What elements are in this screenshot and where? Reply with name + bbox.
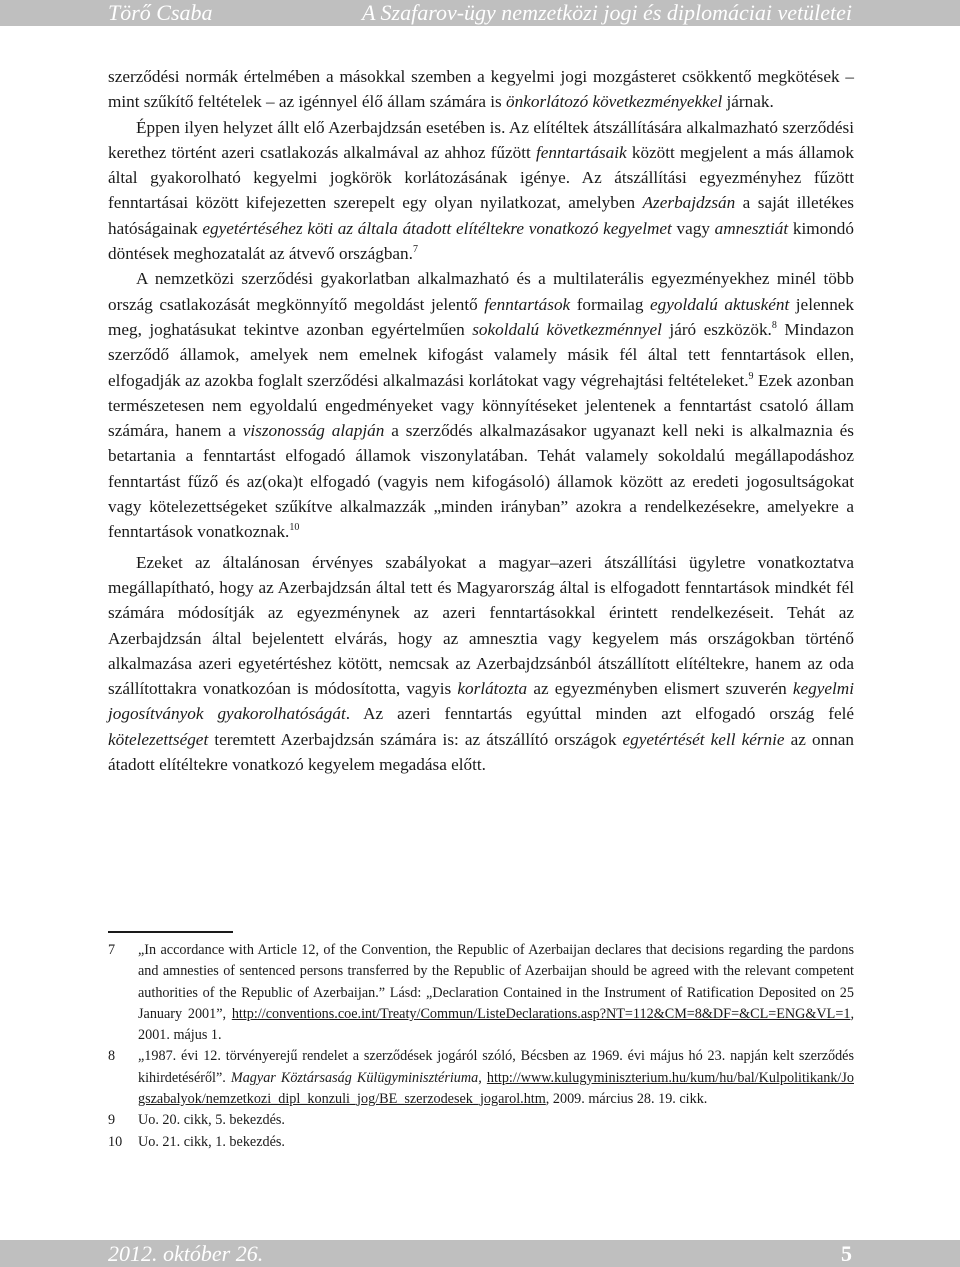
text-run: szerződési normák értelmében a másokkal szemben a kegyelmi jogi mozgásteret csökkentő megkötések – mint szűkítő feltételek – az igénnyel élő állam számára is [108,67,854,112]
text-run: járó eszközök. [661,319,772,339]
italic-run: kötelezettséget [108,729,209,749]
footnote-text [138,1046,854,1110]
italic-run: sokoldalú következménnyel [472,319,662,339]
italic-run: fenntartásaik [535,142,627,162]
text-run: az egyezményben elismert szuverén [527,679,793,699]
text-run: Mindazon szerződő államok, amelyek nem emelnek kifogást valamely másik fél által tett fenntartások ellen, elfogadják az azokba foglalt szerződési alkalmazási korlátokat vagy végrehajtási feltételeket. [108,319,855,390]
text-run: formailag [570,294,651,314]
footnote-number: 10 [108,1133,123,1150]
page-number: 5 [841,1241,852,1266]
italic-run: egyetértését kell kérnie [622,729,785,749]
text-run: között megjelent a más államok által gyakorolható kegyelmi jogkörök korlátozásának igénye. Az átszállítási egyezményhez fűzött fenntartásai között kifejezetten szerepelt egy olyan nyilatkozat, amelyben [108,142,854,213]
text-run: a szerződés alkalmazásakor ugyanazt kell neki is alkalmaznia és betartania a fenntartást elfogadó államok viszonylatában. Tehát valamely sokoldalú megállapodáshoz fenntartást fűző és az(oka)t elfogadó (vagyis nem kifogásoló) államok között az eredeti jogosultságokat vagy kötelezettségeket szűkítve alkalmazzák „minden irányban” azokra a rendelkezésekre, amelyekre a fenntartások vonatkoznak. [108,421,854,542]
footnote-number: 9 [108,1112,116,1129]
footnote-number: 8 [108,1048,116,1065]
footnote-text: Uo. 20. cikk, 5. bekezdés. [138,1112,285,1129]
text-run: járnak. [722,92,774,112]
text-run: „In accordance with Article 12, of the Convention, the Republic of Azerbaijan declares that decisions regarding the pardons and amnesties of sentenced persons transferred by the Republic of Azerbaijan should be agreed with the relevant competent authorities of the Republic of Azerbaijan.” Lásd: „Declaration Contained in the Instrument of Ratification Deposited on 25 January 2001”, [138,942,854,1022]
text-run: Ezek azonban természetesen nem egyoldalú engedményeket vagy könnyítéseket jelentenek a fenntartást csatoló állam számára, hanem a [108,370,854,441]
paragraph-3 [108,266,854,544]
text-run: a saját illetékes hatóságainak [108,193,854,238]
text-run: kimondó döntések meghozatalát az átvevő országban. [108,218,854,264]
italic-run: viszonosság alapján [242,421,385,441]
main-text [108,64,854,777]
text-run: teremtett Azerbajdzsán számára is: az átszállító országok [208,729,623,749]
text-run: , 2009. március 28. 19. cikk. [545,1091,708,1108]
running-footer [0,1240,960,1267]
header-title: A Szafarov-ügy nemzetközi jogi és diplomáciai vetületei [361,0,852,25]
italic-run: fenntartások [484,294,571,314]
text-run: Ezeket az általánosan érvényes szabályokat a magyar–azeri átszállítási ügyletre vonatkoztatva megállapítható, hogy az Azerbajdzsán által tett és Magyarország által is elfogadott fenntartások mindkét fél számára módosítják az egyezménynek az azeri fenntartásokkal érintett rendelkezéseit. Tehát az Azerbajdzsán által bejelentett elvárás, hogy az amnesztia vagy kegyelem más országokban történő alkalmazása azeri egyetértéshez kötött, nemcsak az Azerbajdzsánból átszállított elítéltekre, hanem az oda szállítottakra vonatkozóan is módosította, vagyis [108,552,854,699]
text-run: . Az azeri fenntartás egyúttal minden azt elfogadó ország felé [345,704,854,724]
italic-run: önkorlátozó következményekkel [506,92,723,112]
italic-run: egyoldalú aktusként [650,294,790,314]
footnote-link[interactable]: http://conventions.coe.int/Treaty/Commun/ListeDeclarations.asp?NT=112&CM=8&DF=&CL=ENG&VL=1 [231,1005,851,1022]
header-author: Törő Csaba [108,0,213,25]
italic-run: Azerbajdzsán [642,193,736,213]
italic-run: amnesztiát [714,218,789,238]
footnote-link[interactable]: http://www.kulugyminiszterium.hu/kum/hu/bal/Kulpolitikank/Jogszabalyok/nemzetkozi_dipl_konzuli_jog/BE_szerzodesek_jogarol.htm [138,1069,854,1108]
text-run: , 2001. május 1. [138,1005,854,1044]
footnote-9 [108,1110,854,1131]
footnote-ref-8[interactable]: 8 [771,319,777,331]
italic-run: kegyelmi jogosítványok gyakorolhatóságát [108,679,854,724]
text-run: vagy [671,218,715,238]
text-run: A nemzetközi szerződési gyakorlatban alkalmazható és a multilaterális egyezményekhez minél több ország csatlakozását megkönnyítő megoldást jelentő [108,269,854,314]
footnote-number: 7 [108,942,116,958]
footnote-7 [108,940,854,1046]
paragraph-4 [108,550,854,778]
paragraph-2 [108,115,854,267]
italic-run: Magyar Köztársaság Külügyminisztériuma, [230,1069,482,1086]
footnote-8 [108,1046,854,1110]
footnote-text: Uo. 21. cikk, 1. bekezdés. [138,1133,285,1150]
text-run: jelennek meg, joghatásukat tekintve azonban egyértelműen [108,294,855,339]
text-run: az onnan átadott elítéltekre vonatkozó kegyelem megadása előtt. [108,729,854,775]
footnote-ref-10[interactable]: 10 [289,522,300,534]
text-run: Éppen ilyen helyzet állt elő Azerbajdzsán esetében is. Az elítéltek átszállítására alkalmazható szerződési kerethez történt azeri csatlakozás alkalmával az ahhoz fűzött [108,117,854,162]
footnote-text [138,940,854,1046]
footnote-ref-9[interactable]: 9 [748,370,754,382]
footnote-ref-7[interactable]: 7 [412,244,418,256]
text-run: „1987. évi 12. törvényerejű rendelet a szerződések jogáról szóló, Bécsben az 1969. évi május hó 23. napján kelt szerződés kihirdetéséről”. [138,1048,854,1086]
footnotes [108,940,854,1153]
paragraph-1 [108,64,854,115]
footnote-10 [108,1132,854,1153]
italic-run: egyetértéséhez köti az általa átadott elítéltekre vonatkozó kegyelmet [202,218,672,238]
footer-date: 2012. október 26. [108,1241,264,1266]
footnote-divider [108,931,233,933]
running-header [0,0,960,26]
italic-run: korlátozta [457,679,528,699]
